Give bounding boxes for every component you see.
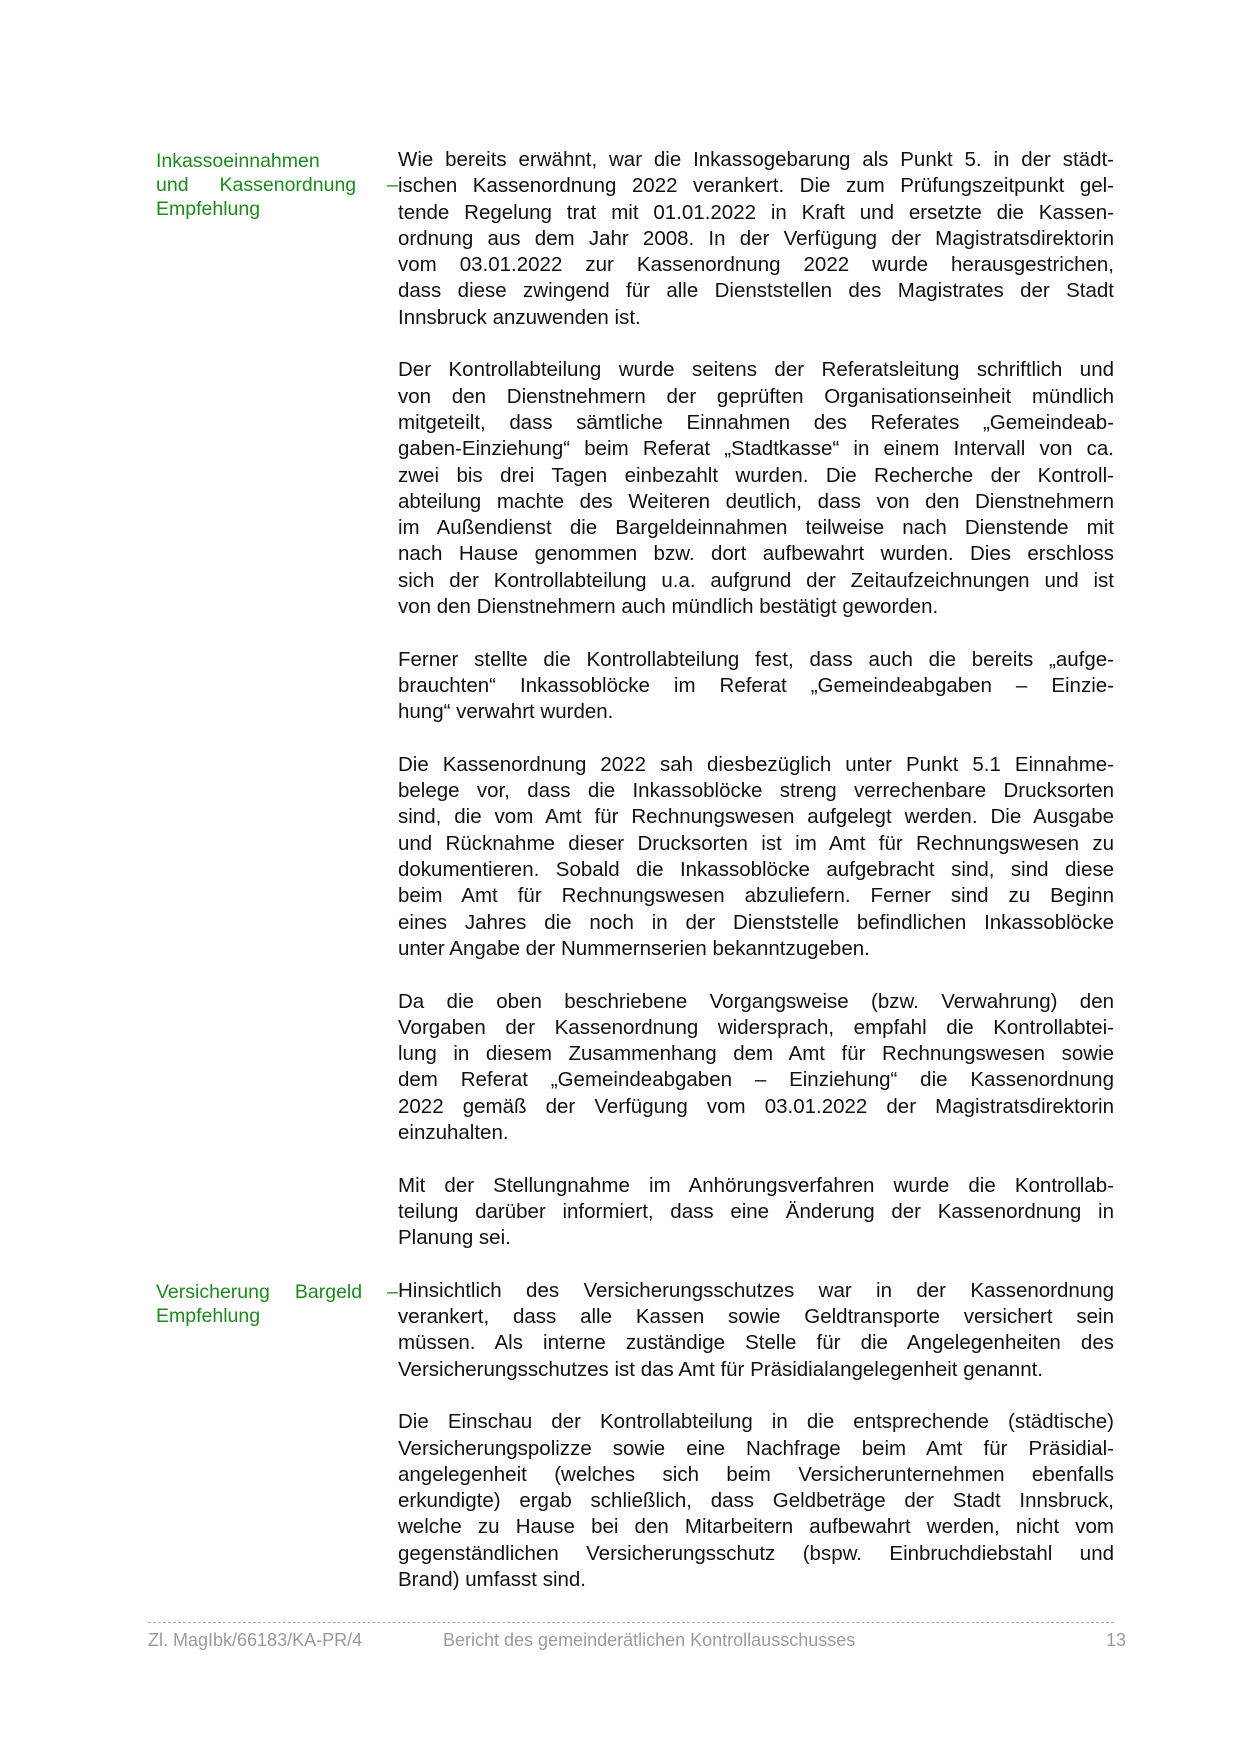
text-line: eines Jahres die noch in der Dienststelle befindlichen Inkassoblöcke [398,910,1114,934]
section-text [398,1278,1114,1620]
text-line: beim Amt für Rechnungswesen abzuliefern. Ferner sind zu Beginn [398,884,1114,908]
text-line: vom 03.01.2022 zur Kassenordnung 2022 wurde herausgestrichen, [398,253,1114,277]
margin-heading-line: Inkassoeinnahmen [156,150,320,172]
text-line: Planung sei. [398,1226,511,1250]
text-line: im Außendienst die Bargeldeinnahmen teilweise nach Dienstende mit [398,516,1114,540]
text-line: teilung darüber informiert, dass eine Änderung der Kassenordnung in [398,1199,1114,1223]
text-line: Brand) umfasst sind. [398,1568,586,1592]
text-line: Versicherungsschutzes ist das Amt für Präsidialangelegenheit genannt. [398,1357,1043,1381]
text-line: Da die oben beschriebene Vorgangsweise (bzw. Verwahrung) den [398,989,1114,1013]
text-line: Die Einschau der Kontrollabteilung in die entsprechende (städtische) [398,1410,1114,1434]
text-line: zwei bis drei Tagen einbezahlt wurden. Die Recherche der Kontroll- [398,463,1114,487]
text-line: tende Regelung trat mit 01.01.2022 in Kraft und ersetzte die Kassen- [398,200,1114,224]
paragraph [398,647,1114,726]
text-line: dokumentieren. Sobald die Inkassoblöcke aufgebracht sind, sind diese [398,858,1114,882]
text-line: abteilung machte des Weiteren deutlich, dass von den Dienstnehmern [398,489,1114,513]
text-line: Vorgaben der Kassenordnung widersprach, empfahl die Kontrollabtei- [398,1015,1114,1039]
report-section [156,1278,1114,1620]
margin-heading-line: und Kassenordnung – [156,174,398,196]
footer-divider [148,1622,1114,1623]
text-line: hung“ verwahrt wurden. [398,700,614,724]
text-line: Mit der Stellungnahme im Anhörungsverfahren wurde die Kontrollab- [398,1173,1114,1197]
margin-heading [156,1278,398,1620]
text-line: einzuhalten. [398,1120,509,1144]
margin-heading-line: Empfehlung [156,1304,261,1327]
text-line: Hinsichtlich des Versicherungsschutzes war in der Kassenordnung [398,1278,1114,1302]
footer-reference: Zl. MagIbk/66183/KA-PR/4 [148,1630,363,1650]
text-line: gegenständlichen Versicherungsschutz (bspw. Einbruchdiebstahl und [398,1541,1114,1565]
text-line: von den Dienstnehmern auch mündlich bestätigt geworden. [398,595,939,619]
text-line: dass diese zwingend für alle Dienststellen des Magistrates der Stadt [398,279,1114,303]
margin-heading-line: Empfehlung [156,198,261,220]
text-line: verankert, dass alle Kassen sowie Geldtransporte versichert sein [398,1305,1114,1329]
text-line: lung in diesem Zusammenhang dem Amt für Rechnungswesen sowie [398,1042,1114,1066]
text-line: unter Angabe der Nummernserien bekanntzugeben. [398,936,870,960]
text-line: angelegenheit (welches sich beim Versicherunternehmen ebenfalls [398,1462,1114,1486]
paragraph [398,357,1114,620]
paragraph [398,752,1114,962]
text-line: Innsbruck anzuwenden ist. [398,305,641,329]
text-line: gaben-Einziehung“ beim Referat „Stadtkasse“ in einem Intervall von ca. [398,437,1114,461]
text-line: Ferner stellte die Kontrollabteilung fest, dass auch die bereits „aufge- [398,647,1114,671]
document-body [156,147,1114,1620]
text-line: sich der Kontrollabteilung u.a. aufgrund der Zeitaufzeichnungen und ist [398,568,1114,592]
text-line: von den Dienstnehmern der geprüften Organisationseinheit mündlich [398,384,1114,408]
text-line: sind, die vom Amt für Rechnungswesen aufgelegt werden. Die Ausgabe [398,805,1114,829]
text-line: Versicherungspolizze sowie eine Nachfrage beim Amt für Präsidial- [398,1436,1114,1460]
text-line: und Rücknahme dieser Drucksorten ist im Amt für Rechnungswesen zu [398,831,1114,855]
text-line: mitgeteilt, dass sämtliche Einnahmen des Referates „Gemeindeab- [398,410,1114,434]
report-section [156,147,1114,1278]
margin-heading-line: Versicherung Bargeld – [156,1280,398,1303]
text-line: erkundigte) ergab schließlich, dass Geldbeträge der Stadt Innsbruck, [398,1489,1114,1513]
paragraph [398,147,1114,331]
text-line: belege vor, dass die Inkassoblöcke streng verrechenbare Drucksorten [398,779,1114,803]
paragraph [398,1173,1114,1252]
text-line: Wie bereits erwähnt, war die Inkassogebarung als Punkt 5. in der städt- [398,148,1114,171]
paragraph [398,1409,1114,1593]
paragraph [398,989,1114,1147]
paragraph [398,1278,1114,1383]
text-line: brauchten“ Inkassoblöcke im Referat „Gemeindeabgaben – Einzie- [398,673,1114,697]
text-line: ordnung aus dem Jahr 2008. In der Verfügung der Magistratsdirektorin [398,226,1114,250]
text-line: Die Kassenordnung 2022 sah diesbezüglich unter Punkt 5.1 Einnahme- [398,752,1114,776]
text-line: ischen Kassenordnung 2022 verankert. Die zum Prüfungszeitpunkt gel- [398,174,1114,198]
text-line: Der Kontrollabteilung wurde seitens der Referatsleitung schriftlich und [398,358,1114,382]
text-line: 2022 gemäß der Verfügung vom 03.01.2022 der Magistratsdirektorin [398,1094,1114,1118]
text-line: welche zu Hause bei den Mitarbeitern aufbewahrt werden, nicht vom [398,1515,1114,1539]
text-line: müssen. Als interne zuständige Stelle für die Angelegenheiten des [398,1331,1114,1355]
margin-heading [156,147,398,1278]
section-text [398,147,1114,1278]
text-line: dem Referat „Gemeindeabgaben – Einziehung“ die Kassenordnung [398,1068,1114,1092]
footer-title: Bericht des gemeinderätlichen Kontrollausschusses [443,1630,856,1650]
page-number: 13 [1105,1630,1126,1650]
text-line: nach Hause genommen bzw. dort aufbewahrt wurden. Dies erschloss [398,542,1114,566]
page-footer [148,1630,1126,1654]
